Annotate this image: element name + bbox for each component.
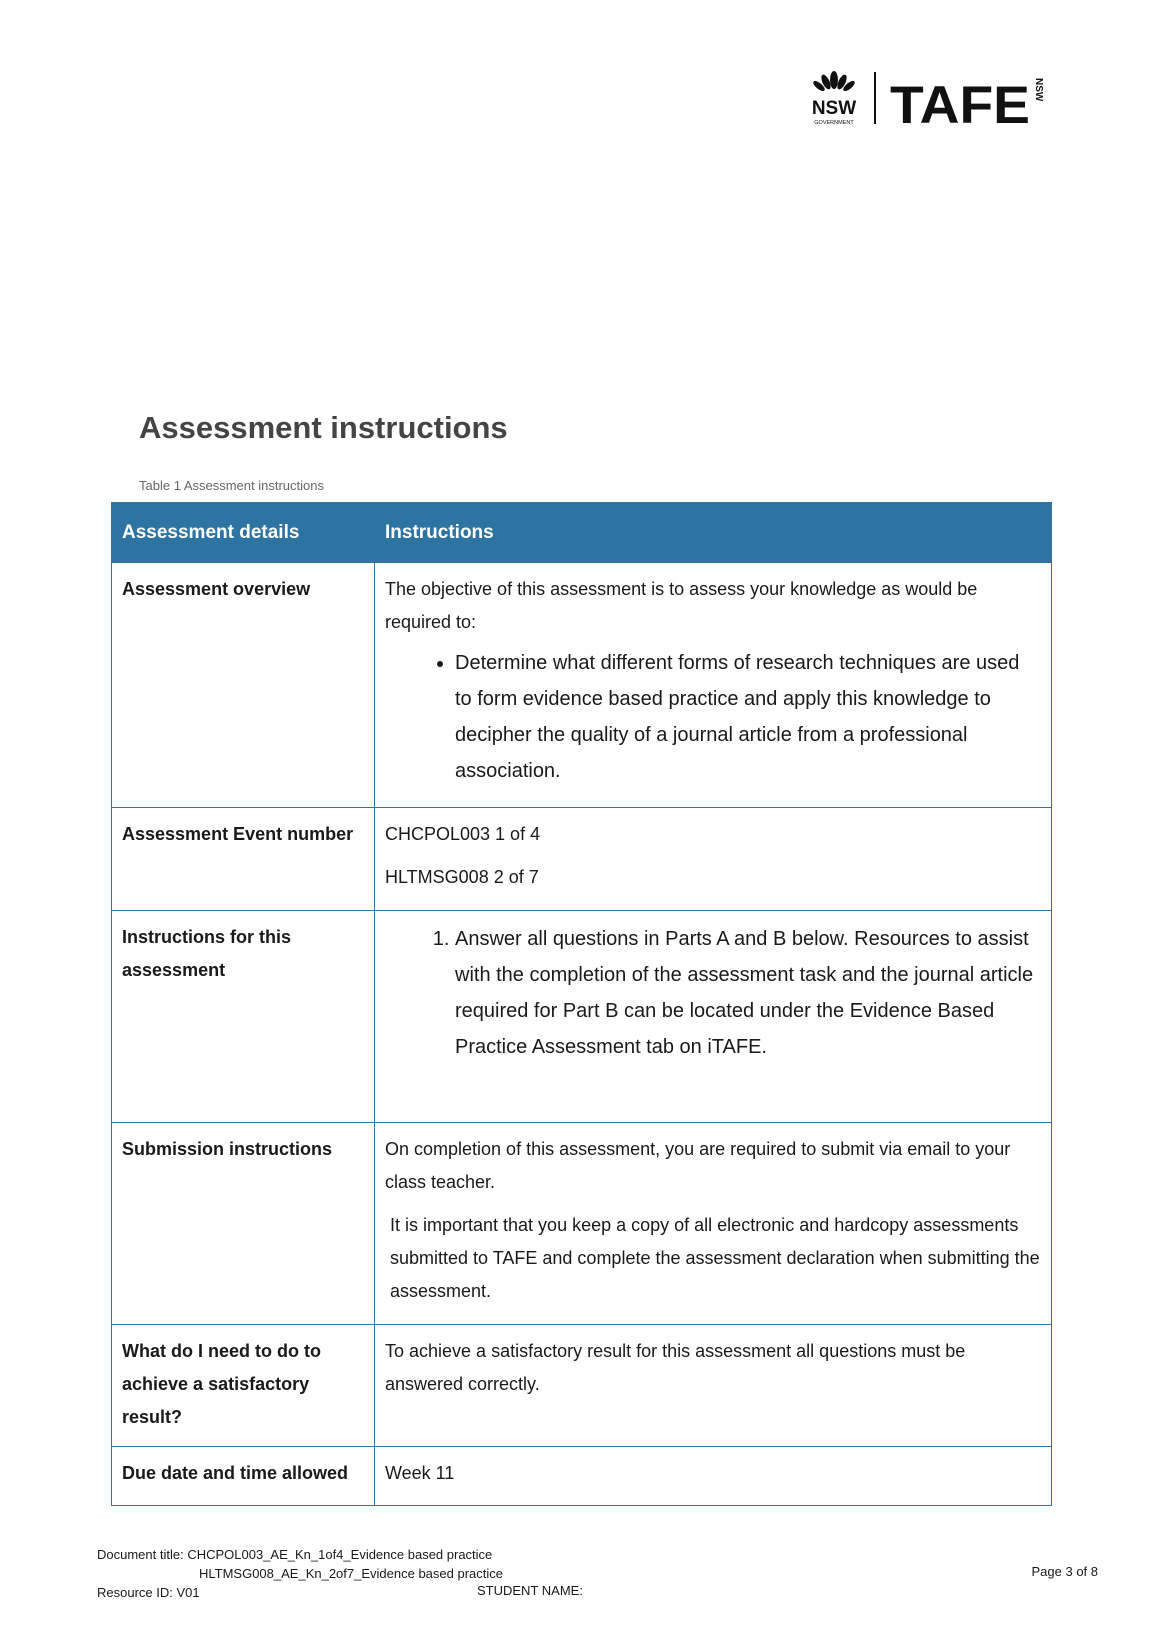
- table-row: [112, 563, 1052, 808]
- satisfactory-label: What do I need to do to achieve a satisfactory result?: [112, 1325, 375, 1447]
- assessment-table: [111, 502, 1052, 1506]
- overview-cell: [375, 563, 1052, 808]
- page-title: Assessment instructions: [139, 410, 508, 445]
- logo-government-text: GOVERNMENT: [814, 120, 854, 126]
- overview-intro: The objective of this assessment is to assess your knowledge as would be required to:: [385, 579, 978, 632]
- table-row: [112, 1123, 1052, 1325]
- logo-nsw-vertical-text: NSW: [1033, 78, 1044, 102]
- submission-para-2: It is important that you keep a copy of all electronic and hardcopy assessments submitted to TAFE and complete the assessment declaration when submitting the assessment.: [390, 1215, 1040, 1301]
- event-cell: [375, 808, 1052, 911]
- instructions-item-1: 1. Answer all questions in Parts A and B below. Resources to assist with the completion of the assessment task and the journal article required for Part B can be located under the Evidence Based Practice Assessment tab on iTAFE.: [455, 921, 1041, 1065]
- event-line-2: HLTMSG008 2 of 7: [385, 867, 539, 887]
- logo-tafe-text: TAFE: [890, 76, 1030, 130]
- header-assessment-details: Assessment details: [112, 503, 375, 563]
- table-row: [112, 1325, 1052, 1447]
- overview-bullet-list: [385, 645, 1041, 789]
- footer: [97, 1545, 503, 1602]
- instructions-cell: [375, 911, 1052, 1123]
- instructions-label: Instructions for this assessment: [112, 911, 375, 1123]
- table-row: [112, 808, 1052, 911]
- overview-label: Assessment overview: [112, 563, 375, 808]
- logo-nsw-text: NSW: [811, 98, 857, 119]
- header-instructions: Instructions: [375, 503, 1052, 563]
- due-label: Due date and time allowed: [112, 1447, 375, 1506]
- submission-cell: [375, 1123, 1052, 1325]
- table-header-row: [112, 503, 1052, 563]
- submission-label: Submission instructions: [112, 1123, 375, 1325]
- logo-divider: [874, 72, 876, 124]
- footer-resource-id: Resource ID: V01: [97, 1585, 200, 1600]
- instructions-numbered-list: [385, 921, 1041, 1065]
- table-row: [112, 1447, 1052, 1506]
- submission-para-1: On completion of this assessment, you are required to submit via email to your class teacher.: [385, 1139, 1011, 1192]
- table-caption: Table 1 Assessment instructions: [139, 478, 324, 493]
- event-label: Assessment Event number: [112, 808, 375, 911]
- footer-document-title: Document title: CHCPOL003_AE_Kn_1of4_Evidence based practice: [97, 1547, 493, 1562]
- overview-bullet-item: • Determine what different forms of research techniques are used to form evidence based practice and apply this knowledge to decipher the quality of a journal article from a professional association.: [455, 645, 1041, 789]
- footer-page-number: Page 3 of 8: [1031, 1564, 1098, 1579]
- tafe-nsw-logo: [806, 66, 1056, 130]
- waratah-icon: [812, 71, 857, 93]
- event-line-1: CHCPOL003 1 of 4: [385, 824, 541, 844]
- table-row: [112, 911, 1052, 1123]
- footer-document-title-line-2: HLTMSG008_AE_Kn_2of7_Evidence based practice: [199, 1566, 504, 1581]
- satisfactory-text: To achieve a satisfactory result for this assessment all questions must be answered correctly.: [375, 1325, 1052, 1447]
- footer-student-name: STUDENT NAME:: [477, 1583, 583, 1598]
- due-text: Week 11: [375, 1447, 1052, 1506]
